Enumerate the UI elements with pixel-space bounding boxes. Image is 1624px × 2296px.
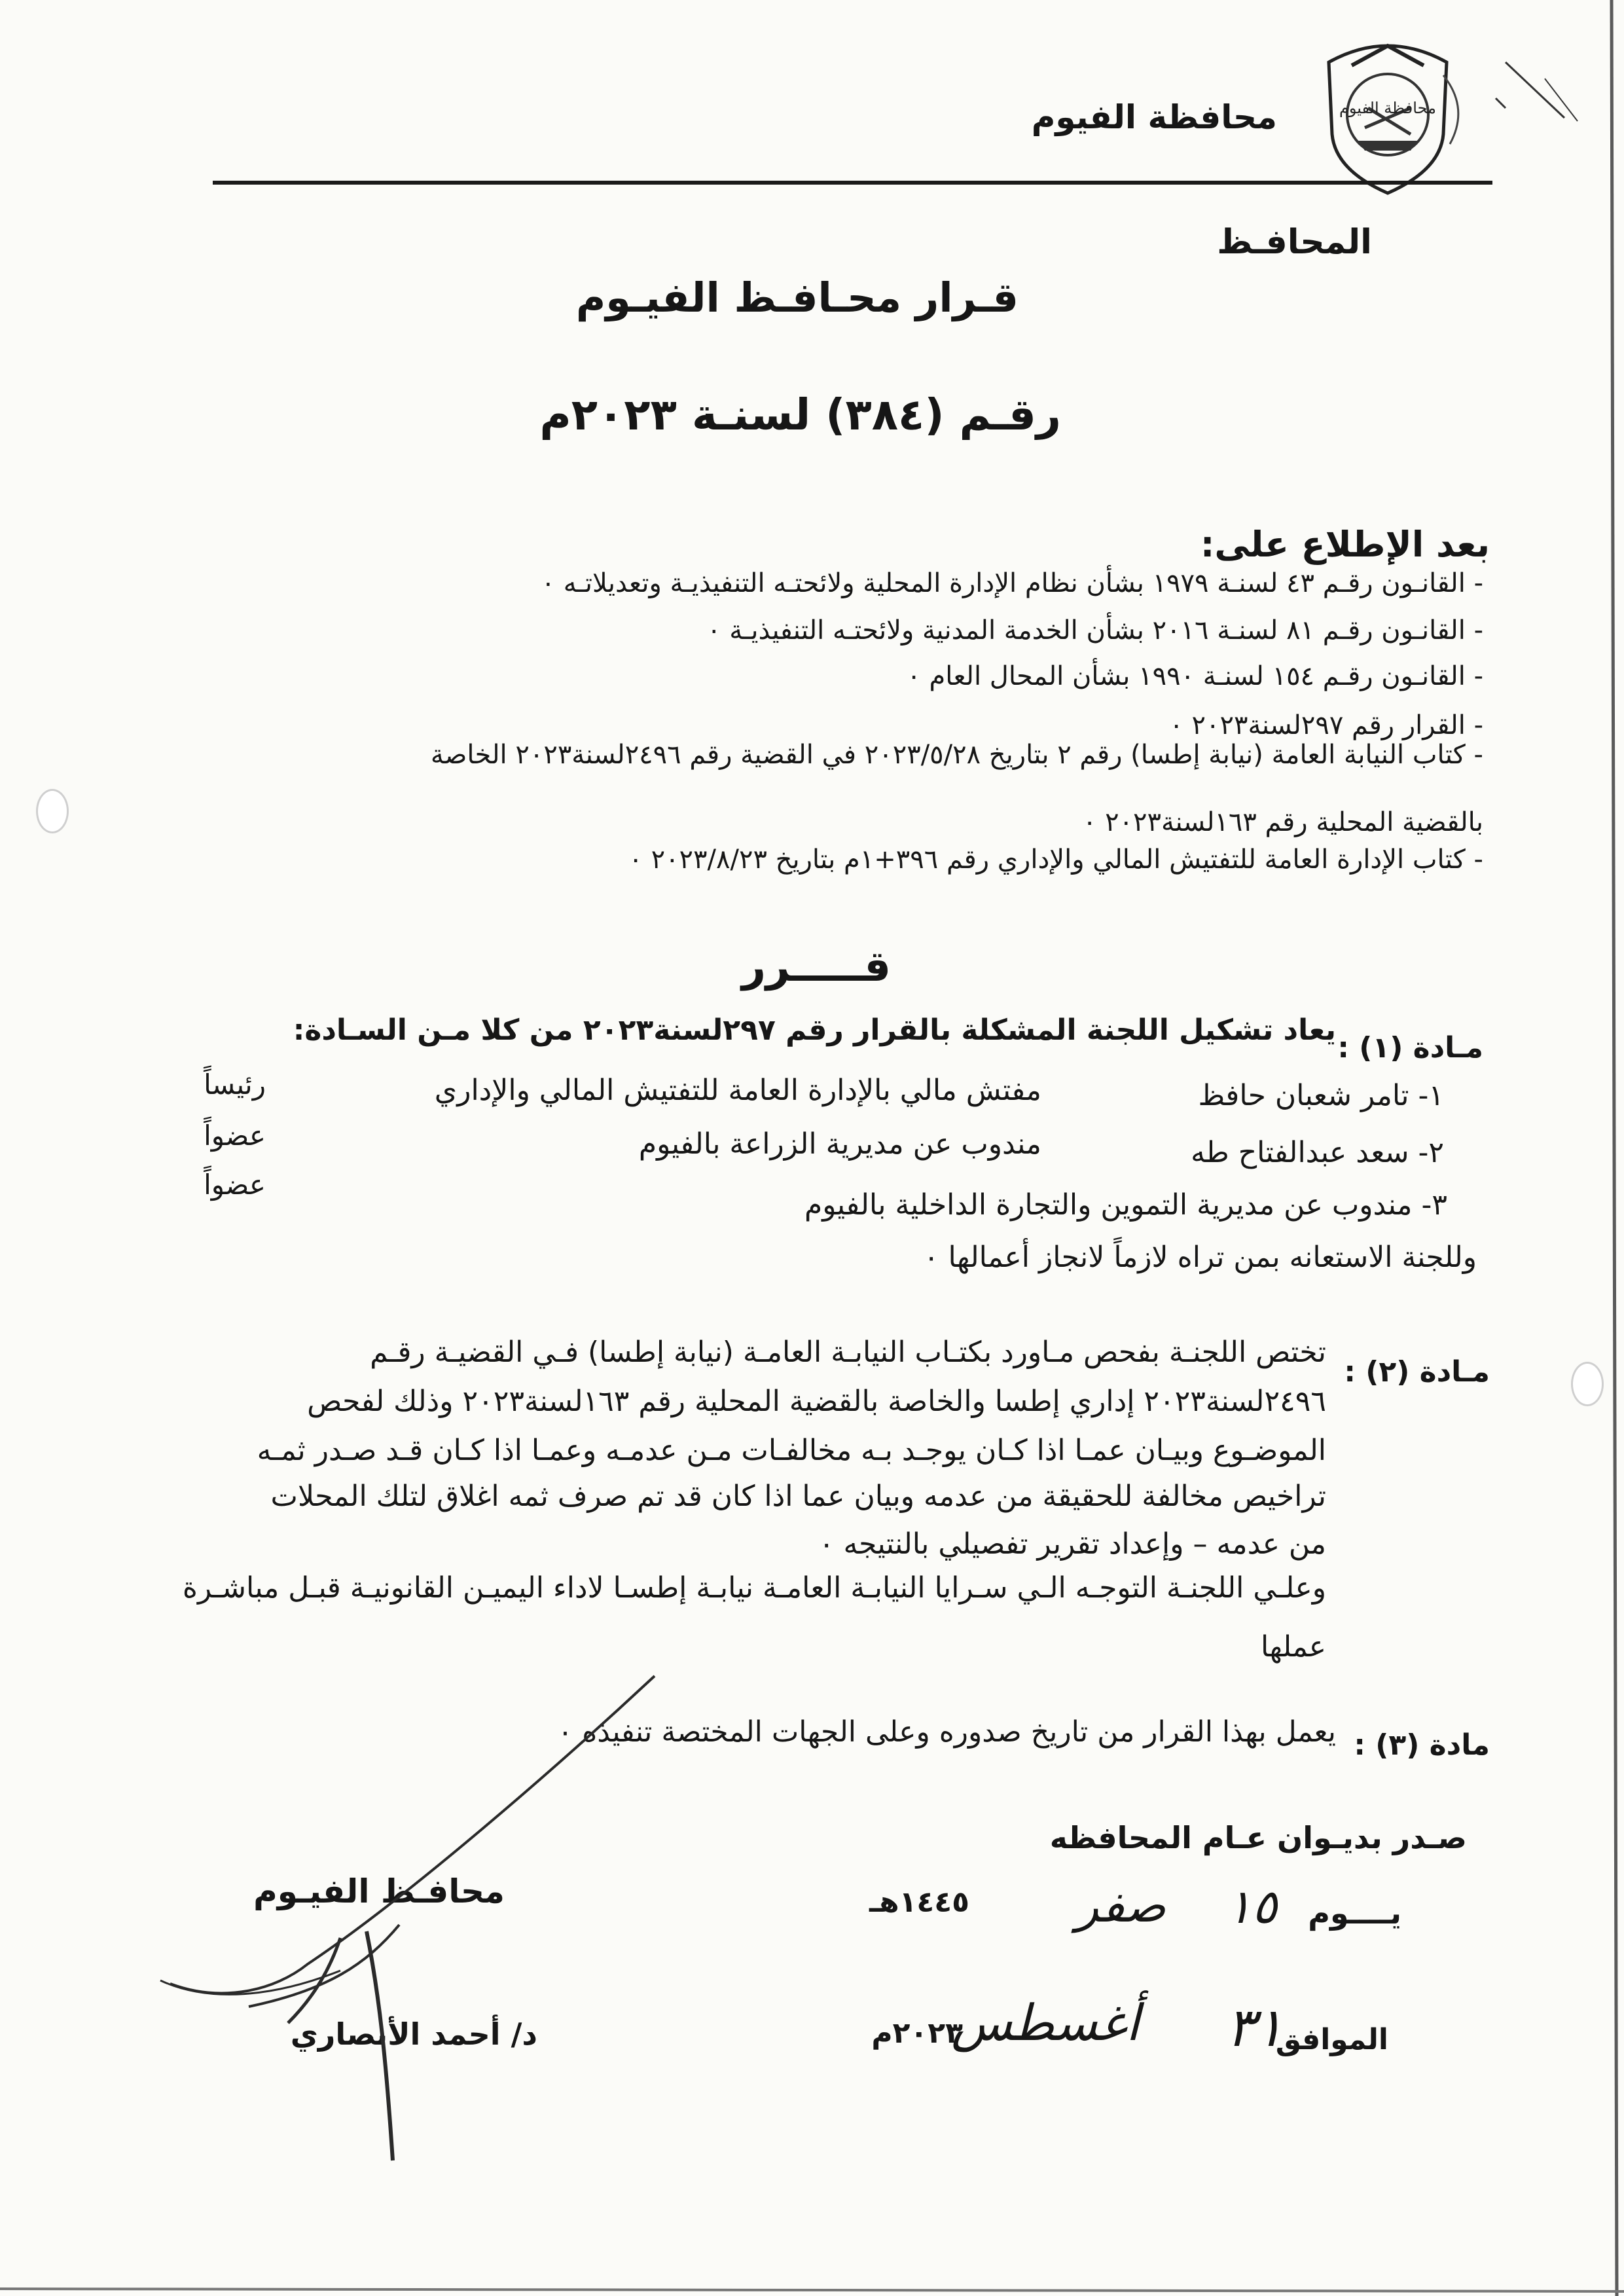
article2-line: الموضـوع وبيـان عمـا اذا كـان يوجـد بـه مخالفـات مـن عدمـه وعمـا اذا كـان قـد صـدر ثمـه [257,1434,1326,1467]
article2-label: مـادة (٢) : [1344,1355,1490,1389]
greg-year: ٢٠٢٣م [871,2016,963,2050]
office-title: المحافـظ [1217,223,1372,262]
decided-heading: قـــــرر [742,943,891,991]
article1-closing: وللجنة الاستعانه بمن تراه لازماً لانجاز أعمالها ٠ [923,1241,1477,1274]
preamble-item: - كتاب الإدارة العامة للتفتيش المالي والإداري رقم ٣٩٦+١م بتاريخ ٢٠٢٣/٨/٢٣ ٠ [628,845,1483,875]
preamble-item: - القانـون رقـم ١٥٤ لسنـة ١٩٩٠ بشأن المحال العام ٠ [907,661,1483,691]
article2-line: من عدمه – وإعداد تقرير تفصيلي بالنتيجه ٠ [818,1527,1326,1561]
punch-hole-top [36,789,69,833]
greg-day-handwritten: ٣١ [1225,1997,1284,2059]
hijri-day-handwritten: ١٥ [1226,1879,1277,1934]
governorate-name: محافظة الفيوم [1031,98,1277,136]
member-name: ٢- سعد عبدالفتاح طه [1191,1136,1444,1169]
member-role: رئيساً [204,1068,266,1101]
preamble-item: - القرار رقم ٢٩٧لسنة٢٠٢٣ ٠ [1169,710,1483,740]
governorate-emblem [1312,36,1463,196]
preamble-item: - القانـون رقـم ٨١ لسنـة ٢٠١٦ بشأن الخدمة المدنية ولائحتـه التنفيذيـة ٠ [707,615,1483,646]
member-name: ٣- مندوب عن مديرية التموين والتجارة الداخلية بالفيوم [804,1188,1447,1222]
governor-title: محافـظ الفيـوم [253,1872,505,1910]
issued-line: صـدر بديـوان عـام المحافظه [1049,1820,1467,1855]
hijri-year: ١٤٤٥هـ [869,1886,969,1919]
article2-line: عملها [1261,1630,1326,1664]
article1-text: يعاد تشكيل اللجنة المشكلة بالقرار رقم ٢٩٧لسنة٢٠٢٣ من كلا مـن السـادة: [293,1013,1336,1047]
member-role: عضواً [204,1120,266,1152]
header-divider [213,181,1492,185]
emblem-label: محافظة الفيوم [1339,99,1436,117]
greg-month-handwritten: أغسطس [951,1994,1140,2052]
member-post: مندوب عن مديرية الزراعة بالفيوم [638,1127,1041,1161]
article2-line: ٢٤٩٦لسنة٢٠٢٣ إداري إطسا والخاصة بالقضية المحلية رقم ١٦٣لسنة٢٠٢٣ وذلك لفحص [307,1385,1326,1418]
article3-label: مادة (٣) : [1354,1728,1490,1762]
member-role: عضواً [204,1169,266,1201]
punch-hole-bottom [1571,1362,1604,1406]
member-name: ١- تامر شعبان حافظ [1198,1079,1444,1112]
greg-label: الموافق [1275,2023,1388,2056]
decree-number: رقـم (٣٨٤) لسنـة ٢٠٢٣م [539,390,1061,440]
preamble-item: بالقضية المحلية رقم ١٦٣لسنة٢٠٢٣ ٠ [1082,807,1483,837]
article2-line: تراخيص مخالفة للحقيقة من عدمه وبيان عما اذا كان قد تم صرف ثمه اغلاق لتلك المحلات [270,1480,1326,1513]
preamble-heading: بعد الإطلاع على: [1200,524,1490,565]
preamble-item: - كتاب النيابة العامة (نيابة إطسا) رقم ٢ بتاريخ ٢٠٢٣/٥/٢٨ في القضية رقم ٢٤٩٦لسنة٢٠٢٣ الخاصة [430,740,1483,770]
member-post: مفتش مالي بالإدارة العامة للتفتيش المالي والإداري [434,1074,1041,1107]
hijri-month-handwritten: صفر [1075,1878,1166,1933]
article3-text: يعمل بهذا القرار من تاريخ صدوره وعلى الجهات المختصة تنفيذه ٠ [557,1715,1336,1749]
preamble-item: - القانـون رقـم ٤٣ لسنـة ١٩٧٩ بشأن نظام الإدارة المحلية ولائحتـه التنفيذيـة وتعديلاتـه ٠ [541,568,1483,598]
governor-name: د/ أحمد الأنصاري [290,2016,537,2052]
hijri-day-label: يــــوم [1308,1895,1401,1931]
article1-label: مـادة (١) : [1337,1031,1483,1065]
decree-title: قـرار محـافـظ الفيـوم [575,274,1019,321]
article2-line: وعلـي اللجنـة التوجـه الـي سـرايا النيابـة العامـة نيابـة إطسـا لاداء اليميـن القانونيـة قبـل مباشـرة [182,1571,1326,1605]
article2-line: تختص اللجنـة بفحص مـاورد بكتـاب النيابـة العامـة (نيابة إطسا) فـي القضيـة رقـم [370,1336,1326,1369]
